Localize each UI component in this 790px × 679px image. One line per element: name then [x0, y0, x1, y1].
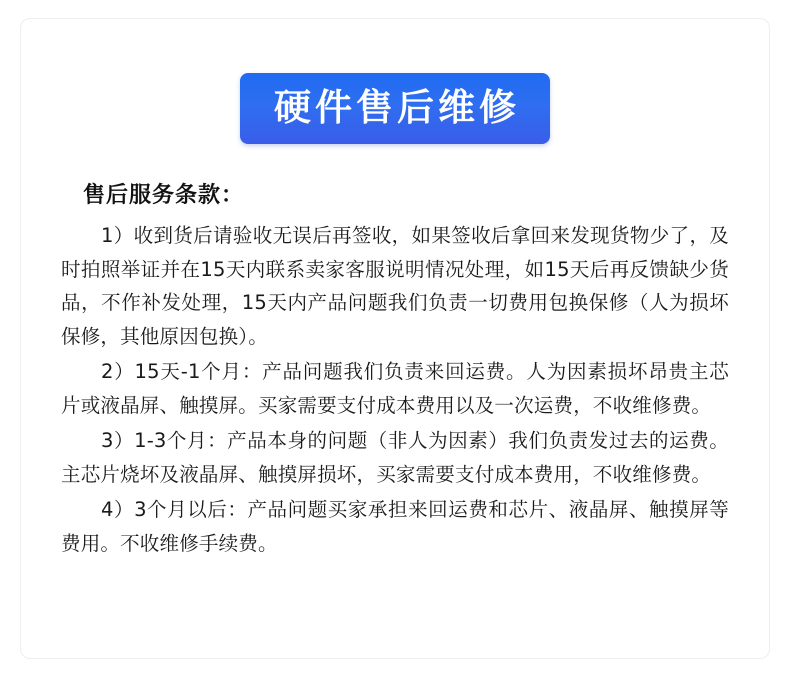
- clause-item: 2）15天-1个月：产品问题我们负责来回运费。人为因素损坏昂贵主芯片或液晶屏、触摸屏。买家需要支付成本费用以及一次运费，不收维修费。: [61, 360, 729, 417]
- service-terms-card: [20, 18, 770, 659]
- clause-item: 4）3个月以后：产品问题买家承担来回运费和芯片、液晶屏、触摸屏等费用。不收维修手续费。: [61, 498, 729, 555]
- page-title: 硬件售后维修: [240, 73, 550, 144]
- title-banner: [61, 73, 729, 144]
- clause-item: 1）收到货后请验收无误后再签收，如果签收后拿回来发现货物少了，及时拍照举证并在15天内联系卖家客服说明情况处理，如15天后再反馈缺少货品，不作补发处理，15天内产品问题我们负责一切费用包换保修（人为损坏保修，其他原因包换）。: [61, 224, 729, 348]
- section-heading: 售后服务条款：: [83, 183, 245, 208]
- clause-item: 3）1-3个月：产品本身的问题（非人为因素）我们负责发过去的运费。主芯片烧坏及液晶屏、触摸屏损坏，买家需要支付成本费用，不收维修费。: [61, 429, 729, 486]
